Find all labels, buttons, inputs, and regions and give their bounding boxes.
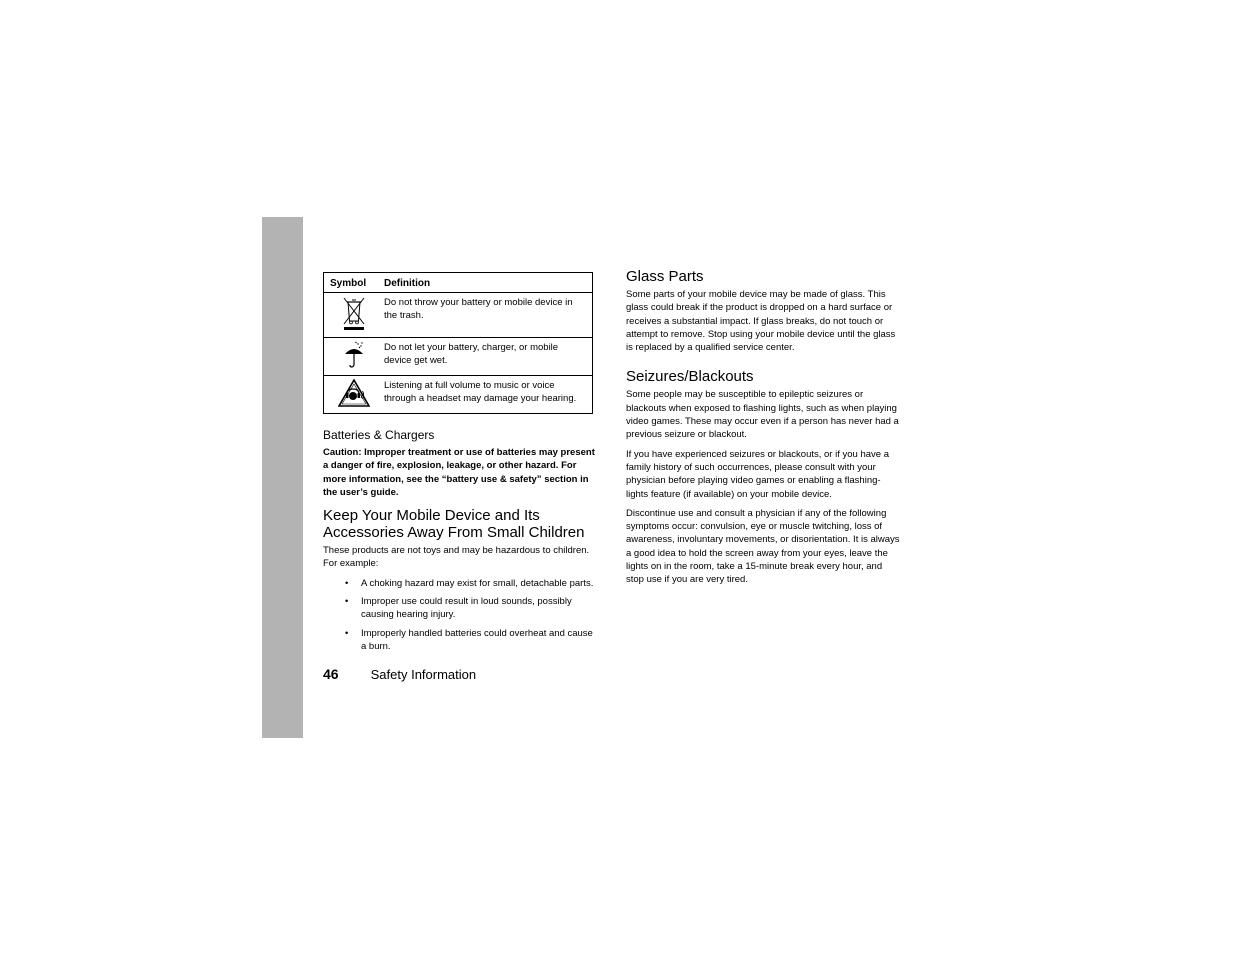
definition-cell: Do not throw your battery or mobile device in the trash. <box>384 293 593 338</box>
table-header-row <box>324 273 593 293</box>
glass-heading: Glass Parts <box>626 268 704 285</box>
definition-cell: Listening at full volume to music or voice through a headset may damage your hearing. <box>384 376 593 414</box>
table-row <box>324 338 593 376</box>
seizures-heading: Seizures/Blackouts <box>626 368 754 386</box>
definition-cell: Do not let your battery, charger, or mobile device get wet. <box>384 338 593 376</box>
table-row <box>324 376 593 414</box>
children-bullet-list <box>323 577 599 653</box>
seizures-paragraph-2: If you have experienced seizures or blackouts, or if you have a family history of such occurrences, please consult with your physician before playing video games or enabling a flashing-lights feature (if available) on your mobile device. <box>626 448 889 500</box>
list-item: • Improper use could result in loud sounds, possibly causing hearing injury. <box>345 595 599 622</box>
symbol-cell <box>324 293 385 338</box>
children-intro: These products are not toys and may be hazardous to children. For example: <box>323 545 590 570</box>
batteries-heading: Batteries & Chargers <box>323 428 435 442</box>
crossed-out-bin-icon <box>342 323 366 334</box>
glass-body: Some parts of your mobile device may be made of glass. This glass could break if the product is dropped on a hard surface or receives a substantial impact. If glass breaks, do not touch or attempt to remove. Stop using your mobile device until the glass is replaced by a qualified service center. <box>626 289 896 354</box>
side-tab <box>262 217 303 738</box>
table-row <box>324 293 593 338</box>
left-column <box>323 272 599 658</box>
page-number: 46 <box>323 666 339 682</box>
seizures-paragraph-3: Discontinue use and consult a physician if any of the following symptoms occur: convulsion, eye or muscle twitching, loss of awareness, involuntary movements, or disorientation. It is always a good idea to hold the screen away from your eyes, leave the lights on in the room, take a 15-minute break every hour, and stop use if you are very tired. <box>626 507 900 586</box>
hearing-warning-icon <box>338 399 370 410</box>
right-column <box>626 268 902 593</box>
battery-caution-text: Caution: Improper treatment or use of batteries may present a danger of fire, explosion, leakage, or other hazard. For more information, see the “battery use & safety” section in the user’s guide. <box>323 447 595 498</box>
seizures-paragraph-1: Some people may be susceptible to epileptic seizures or blackouts when exposed to flashing lights, such as when playing video games. These may occur even if a person has never had a previous seizure or blackout. <box>626 389 899 441</box>
symbol-table <box>323 272 593 414</box>
symbol-column-header: Symbol <box>324 273 385 293</box>
page-footer <box>323 666 476 682</box>
symbol-cell <box>324 376 385 414</box>
symbol-cell <box>324 338 385 376</box>
list-item: • A choking hazard may exist for small, detachable parts. <box>345 577 599 590</box>
section-name: Safety Information <box>370 667 477 682</box>
list-item: • Improperly handled batteries could overheat and cause a burn. <box>345 627 599 654</box>
umbrella-rain-icon <box>343 361 365 372</box>
children-heading: Keep Your Mobile Device and Its Accessories Away From Small Children <box>323 507 585 542</box>
definition-column-header: Definition <box>384 273 593 293</box>
